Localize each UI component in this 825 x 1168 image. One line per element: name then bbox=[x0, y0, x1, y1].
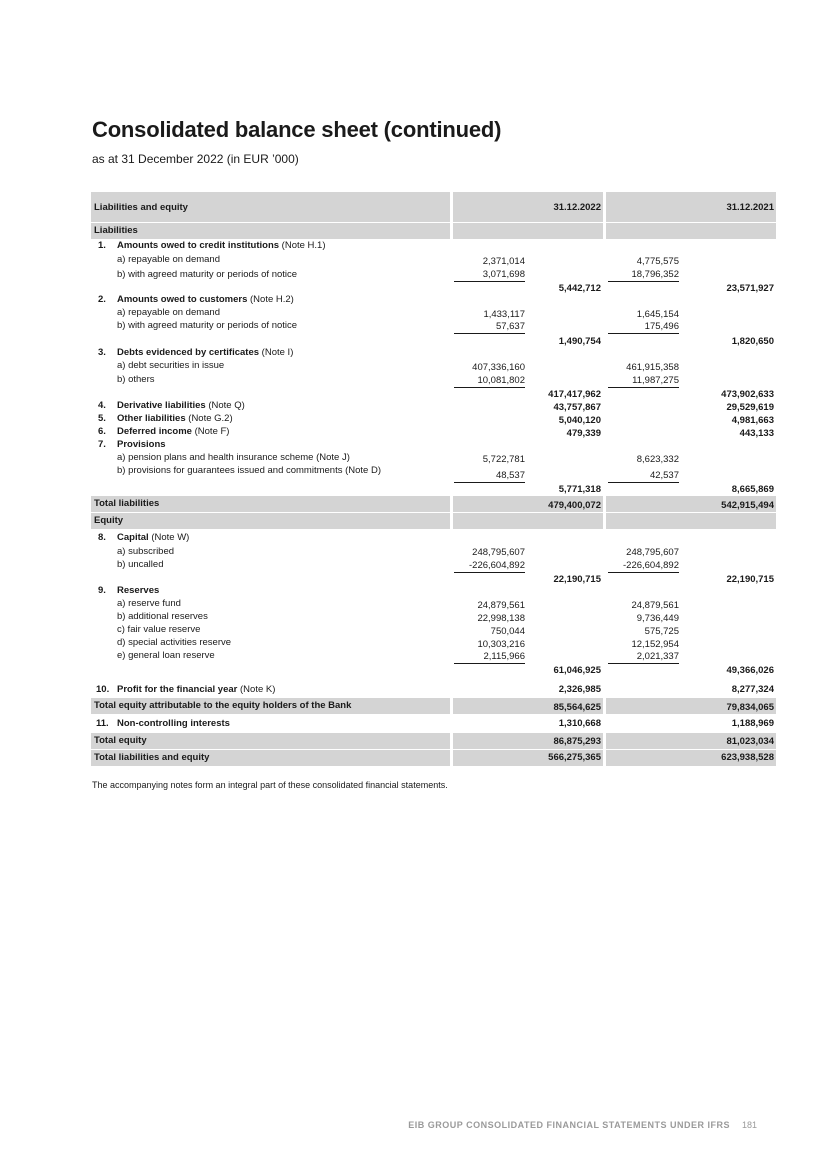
total-equity-holders-2022: 85,564,625 bbox=[553, 702, 601, 713]
item-number: 7. bbox=[98, 439, 106, 450]
item-number: 4. bbox=[98, 400, 106, 411]
value-2022: 43,757,867 bbox=[553, 402, 601, 413]
row-label: b) provisions for guarantees issued and commitments (Note D) bbox=[117, 465, 382, 476]
item-profit-label: Profit for the financial year (Note K) bbox=[117, 684, 276, 695]
value-2022: 2,326,985 bbox=[558, 684, 601, 695]
section-band-equity-2022 bbox=[453, 513, 603, 529]
value-2021: 29,529,619 bbox=[726, 402, 774, 413]
value-2021: 18,796,352 bbox=[608, 268, 679, 282]
value-2022: 2,115,966 bbox=[454, 650, 525, 664]
value-2022: 2,371,014 bbox=[482, 256, 525, 267]
section-band-equity bbox=[91, 513, 450, 529]
item-number: 9. bbox=[98, 585, 106, 596]
header-label: Liabilities and equity bbox=[94, 202, 188, 213]
item-number: 1. bbox=[98, 240, 106, 251]
subtotal-2021: 22,190,715 bbox=[726, 574, 774, 585]
value-2022: -226,604,892 bbox=[454, 559, 525, 573]
value-2022: 1,433,117 bbox=[483, 309, 525, 320]
value-2022: 10,081,802 bbox=[454, 374, 525, 388]
page-number: 181 bbox=[741, 1120, 757, 1130]
section-band-liabilities-2021 bbox=[606, 223, 776, 239]
value-2022: 3,071,698 bbox=[454, 268, 525, 282]
subtotal-2022: 5,442,712 bbox=[558, 283, 601, 294]
subtotal-2022: 1,490,754 bbox=[558, 336, 601, 347]
value-2021: 8,277,324 bbox=[731, 684, 774, 695]
item-deferred-income-label: Deferred income (Note F) bbox=[117, 426, 230, 437]
value-2022: 407,336,160 bbox=[472, 362, 525, 373]
value-2021: 12,152,954 bbox=[631, 639, 679, 650]
value-2021: -226,604,892 bbox=[608, 559, 679, 573]
total-liabilities-2021: 542,915,494 bbox=[721, 500, 774, 511]
value-2022: 248,795,607 bbox=[472, 547, 525, 558]
total-equity-2021: 81,023,034 bbox=[726, 736, 774, 747]
item-number: 5. bbox=[98, 413, 106, 424]
item-derivative-liabilities-label: Derivative liabilities (Note Q) bbox=[117, 400, 245, 411]
row-label: b) additional reserves bbox=[117, 611, 208, 622]
subtotal-2021: 473,902,633 bbox=[721, 389, 774, 400]
total-liabilities-label: Total liabilities bbox=[94, 498, 160, 509]
subtotal-2022: 5,771,318 bbox=[558, 484, 601, 495]
subtotal-2022: 61,046,925 bbox=[553, 665, 601, 676]
subtotal-2022: 417,417,962 bbox=[548, 389, 601, 400]
value-2022: 1,310,668 bbox=[558, 718, 601, 729]
value-2021: 8,623,332 bbox=[636, 454, 679, 465]
total-liabilities-2022: 479,400,072 bbox=[548, 500, 601, 511]
header-col-2022: 31.12.2022 bbox=[553, 202, 601, 213]
item-number: 8. bbox=[98, 532, 106, 543]
section-band-liabilities bbox=[91, 223, 450, 239]
value-2021: 443,133 bbox=[739, 428, 774, 439]
value-2021: 11,987,275 bbox=[608, 374, 679, 388]
subtotal-2021: 23,571,927 bbox=[726, 283, 774, 294]
balance-sheet-table bbox=[91, 192, 776, 767]
item-other-liabilities-label: Other liabilities (Note G.2) bbox=[117, 413, 233, 424]
subtotal-2021: 49,366,026 bbox=[726, 665, 774, 676]
item-number: 3. bbox=[98, 347, 106, 358]
value-2022: 5,722,781 bbox=[482, 454, 525, 465]
page-subtitle: as at 31 December 2022 (in EUR ’000) bbox=[92, 152, 299, 166]
value-2021: 9,736,449 bbox=[636, 613, 679, 624]
item-debts-certificates-label: Debts evidenced by certificates (Note I) bbox=[117, 347, 294, 358]
value-2021: 575,725 bbox=[644, 626, 679, 637]
value-2021: 248,795,607 bbox=[626, 547, 679, 558]
subtotal-2021: 8,665,869 bbox=[731, 484, 774, 495]
footnote: The accompanying notes form an integral part of these consolidated financial statements. bbox=[92, 780, 448, 790]
row-label: e) general loan reserve bbox=[117, 650, 215, 661]
value-2022: 48,537 bbox=[454, 469, 525, 483]
value-2022: 750,044 bbox=[490, 626, 525, 637]
subtotal-2021: 1,820,650 bbox=[731, 336, 774, 347]
value-2022: 10,303,216 bbox=[477, 639, 525, 650]
value-2021: 24,879,561 bbox=[631, 600, 679, 611]
page-footer bbox=[408, 1120, 757, 1130]
section-equity: Equity bbox=[94, 515, 124, 526]
value-2021: 42,537 bbox=[608, 469, 679, 483]
footer-text: EIB GROUP CONSOLIDATED FINANCIAL STATEMENTS UNDER IFRS bbox=[408, 1120, 730, 1130]
item-credit-institutions-label: Amounts owed to credit institutions (Note H.1) bbox=[117, 240, 326, 251]
subtotal-2022: 22,190,715 bbox=[553, 574, 601, 585]
value-2022: 5,040,120 bbox=[558, 415, 601, 426]
item-number: 6. bbox=[98, 426, 106, 437]
value-2021: 4,981,663 bbox=[731, 415, 774, 426]
row-label: a) repayable on demand bbox=[117, 307, 220, 318]
row-label: a) subscribed bbox=[117, 546, 175, 557]
total-equity-2022: 86,875,293 bbox=[553, 736, 601, 747]
row-label: a) reserve fund bbox=[117, 598, 181, 609]
value-2022: 22,998,138 bbox=[477, 613, 525, 624]
value-2022: 479,339 bbox=[566, 428, 601, 439]
page-title: Consolidated balance sheet (continued) bbox=[92, 117, 502, 142]
value-2021: 1,188,969 bbox=[731, 718, 774, 729]
value-2021: 2,021,337 bbox=[608, 650, 679, 664]
row-label: b) uncalled bbox=[117, 559, 164, 570]
item-number: 11. bbox=[96, 718, 109, 729]
row-label: b) with agreed maturity or periods of notice bbox=[117, 269, 298, 280]
value-2021: 175,496 bbox=[608, 320, 679, 334]
row-label: a) debt securities in issue bbox=[117, 360, 225, 371]
total-liabilities-equity-2021: 623,938,528 bbox=[721, 752, 774, 763]
item-non-controlling-label: Non-controlling interests bbox=[117, 718, 230, 729]
row-label: c) fair value reserve bbox=[117, 624, 201, 635]
total-liabilities-equity-2022: 566,275,365 bbox=[548, 752, 601, 763]
value-2021: 1,645,154 bbox=[636, 309, 679, 320]
header-col-2021: 31.12.2021 bbox=[726, 202, 774, 213]
item-capital-label: Capital (Note W) bbox=[117, 532, 190, 543]
total-liabilities-equity-label: Total liabilities and equity bbox=[94, 752, 210, 763]
row-label: a) repayable on demand bbox=[117, 254, 220, 265]
row-label: b) others bbox=[117, 374, 155, 385]
row-label: a) pension plans and health insurance scheme (Note J) bbox=[117, 452, 350, 463]
section-band-equity-2021 bbox=[606, 513, 776, 529]
value-2021: 461,915,358 bbox=[626, 362, 679, 373]
item-reserves-label: Reserves bbox=[117, 585, 160, 596]
item-number: 10. bbox=[96, 684, 110, 695]
row-label: b) with agreed maturity or periods of notice bbox=[117, 320, 298, 331]
item-provisions-label: Provisions bbox=[117, 439, 166, 450]
value-2022: 24,879,561 bbox=[477, 600, 525, 611]
value-2022: 57,637 bbox=[454, 320, 525, 334]
total-equity-label: Total equity bbox=[94, 735, 147, 746]
section-band-liabilities-2022 bbox=[453, 223, 603, 239]
item-customers-label: Amounts owed to customers (Note H.2) bbox=[117, 294, 294, 305]
total-equity-holders-2021: 79,834,065 bbox=[726, 702, 774, 713]
row-label: d) special activities reserve bbox=[117, 637, 232, 648]
value-2021: 4,775,575 bbox=[636, 256, 679, 267]
item-number: 2. bbox=[98, 294, 106, 305]
section-liabilities: Liabilities bbox=[94, 225, 138, 236]
total-equity-holders-label: Total equity attributable to the equity holders of the Bank bbox=[94, 700, 352, 711]
